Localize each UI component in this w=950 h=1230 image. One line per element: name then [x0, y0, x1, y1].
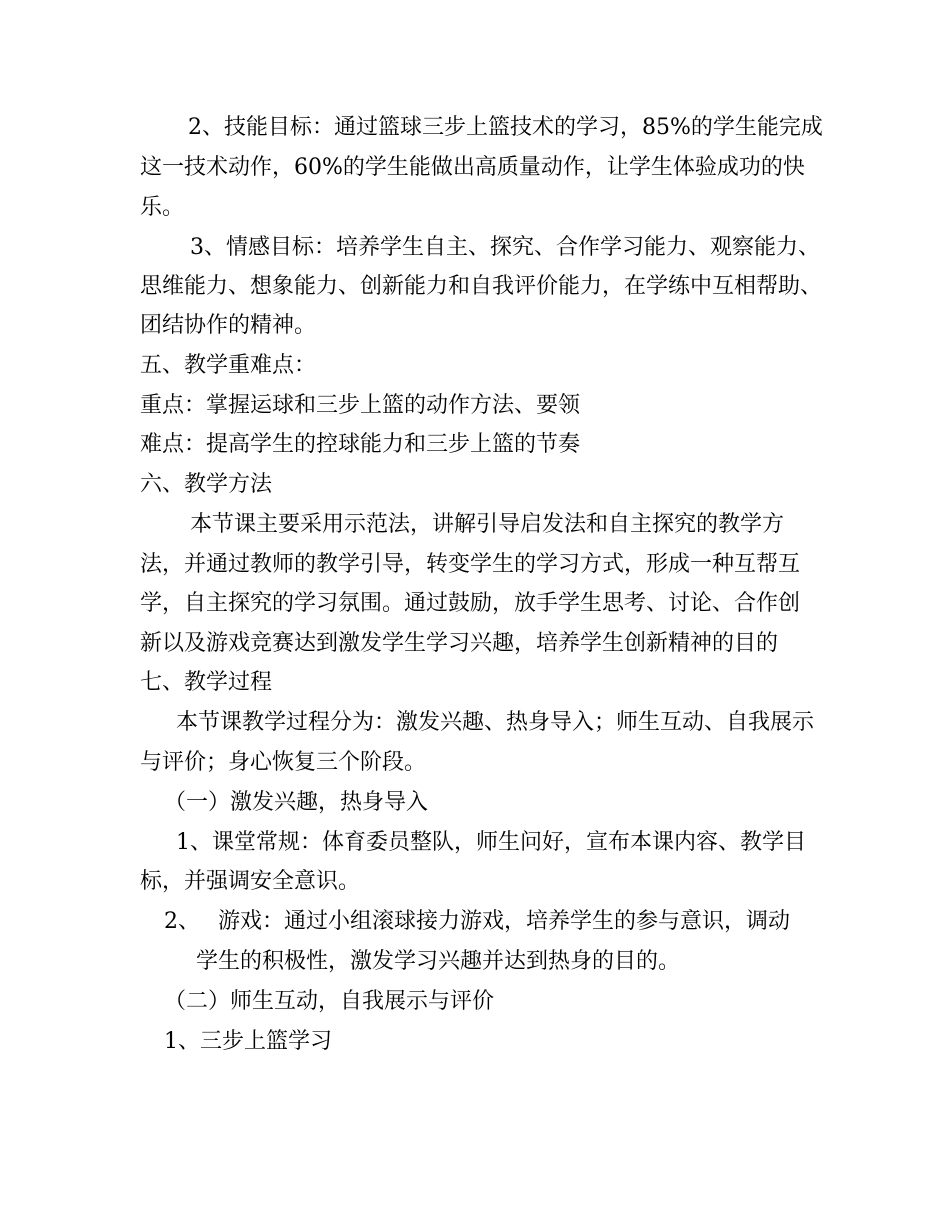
- paragraph-line: 乐。: [140, 195, 185, 220]
- paragraph-line: 学生的积极性，激发学习兴趣并达到热身的目的。: [196, 949, 681, 974]
- paragraph-line: 本节课教学过程分为：激发兴趣、热身导入；师生互动、自我展示: [176, 710, 815, 735]
- list-item-number: 2、: [164, 909, 200, 934]
- paragraph-line: 这一技术动作，60%的学生能做出高质量动作，让学生体验成功的快: [140, 155, 805, 180]
- paragraph-line: 本节课主要采用示范法，讲解引导启发法和自主探究的教学方: [190, 512, 785, 537]
- list-item-text: 游戏：通过小组滚球接力游戏，培养学生的参与意识，调动: [218, 909, 791, 934]
- subsection-heading: （二）师生互动，自我展示与评价: [164, 989, 495, 1014]
- section-heading: 五、教学重难点：: [140, 353, 317, 378]
- paragraph-line: 思维能力、想象能力、创新能力和自我评价能力，在学练中互相帮助、: [140, 274, 823, 299]
- paragraph-line: 重点：掌握运球和三步上篮的动作方法、要领: [140, 393, 581, 418]
- section-heading: 七、教学过程: [140, 670, 273, 695]
- paragraph-line: 团结协作的精神。: [140, 313, 317, 338]
- paragraph-line: 法，并通过教师的教学引导，转变学生的学习方式，形成一种互帮互: [140, 552, 801, 577]
- paragraph-line: 与评价；身心恢复三个阶段。: [140, 750, 427, 775]
- paragraph-line: 难点：提高学生的控球能力和三步上篮的节奏: [140, 432, 581, 457]
- paragraph-line: 标，并强调安全意识。: [140, 869, 361, 894]
- paragraph-line: 新以及游戏竞赛达到激发学生学习兴趣，培养学生创新精神的目的: [140, 631, 779, 656]
- paragraph-line: 2、技能目标：通过篮球三步上篮技术的学习，85%的学生能完成: [188, 115, 823, 140]
- subsection-heading: （一）激发兴趣，热身导入: [164, 790, 429, 815]
- list-item: 1、三步上篮学习: [164, 1029, 332, 1054]
- list-item: [164, 907, 790, 937]
- paragraph-line: 1、课堂常规：体育委员整队，师生问好，宣布本课内容、教学目: [176, 830, 806, 855]
- paragraph-line: 3、情感目标：培养学生自主、探究、合作学习能力、观察能力、: [190, 235, 820, 260]
- section-heading: 六、教学方法: [140, 472, 273, 497]
- paragraph-line: 学，自主探究的学习氛围。通过鼓励，放手学生思考、讨论、合作创: [140, 591, 801, 616]
